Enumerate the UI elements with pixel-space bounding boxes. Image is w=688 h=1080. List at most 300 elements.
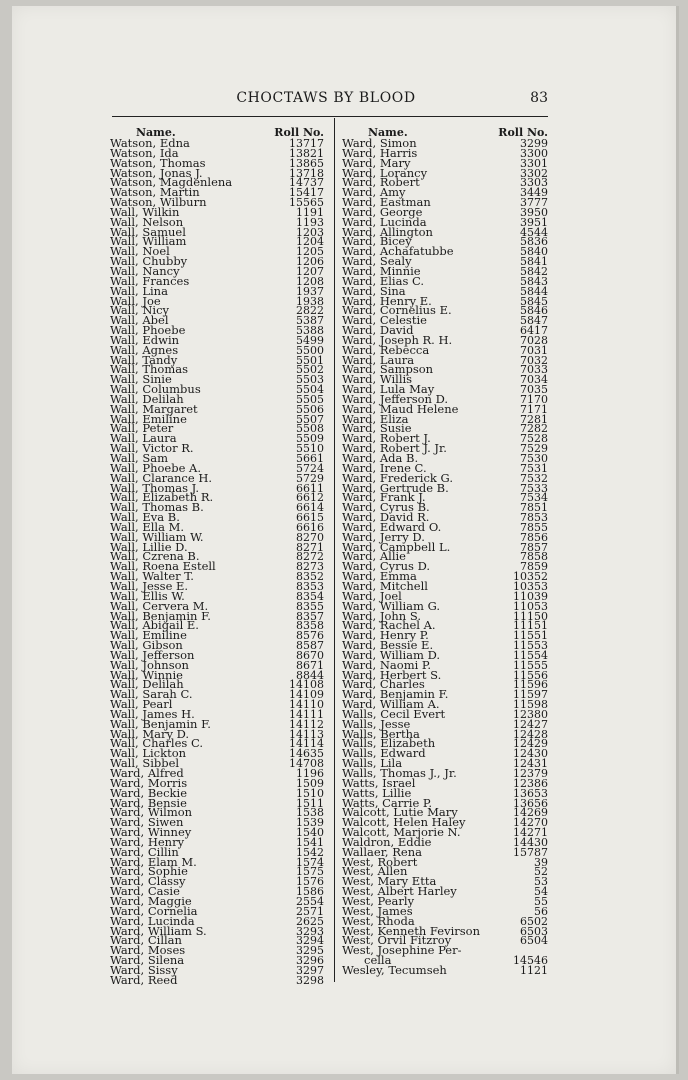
entry-name: Ward, Jerry D.: [342, 529, 425, 544]
entry-roll-number: 11556: [513, 668, 548, 682]
entry-name: Ward, Cyrus D.: [342, 559, 431, 574]
entry-roll-number: 6615: [296, 511, 324, 525]
entry-roll-number: 7032: [520, 353, 548, 367]
entry-roll-number: 5505: [296, 392, 324, 406]
entry-roll-number: 5510: [296, 442, 324, 456]
entry-name: Ward, Cyrus B.: [342, 500, 430, 515]
entry-name: Ward, Edward O.: [342, 519, 442, 534]
entry-roll-number: 56: [534, 904, 548, 918]
entry-name: Wall, Peter: [110, 421, 174, 436]
entry-name: West, Albert Harley: [342, 884, 457, 899]
entry-name: Ward, Sissy: [110, 962, 178, 977]
entry-name: Ward, Amy: [342, 185, 406, 200]
entry-roll-number: 7858: [520, 550, 548, 564]
entry-name: Ward, Wilmon: [110, 805, 193, 820]
entry-roll-number: 7028: [520, 333, 548, 347]
entry-name: West, James: [342, 903, 413, 918]
entry-roll-number: 6502: [520, 914, 548, 928]
header-rule: [112, 116, 548, 117]
entry-name: Wesley, Tecumseh: [342, 962, 447, 977]
entry-roll-number: 3777: [520, 196, 548, 210]
entry-name: West, Pearly: [342, 893, 415, 908]
entry-roll-number: 8354: [296, 589, 324, 603]
entry-name: Ward, Simon: [342, 136, 417, 150]
entry-roll-number: 5499: [296, 333, 324, 347]
entry-roll-number: 6417: [520, 324, 548, 338]
entry-name: Walls, Jesse: [342, 716, 411, 731]
entry-name: Wall, Benjamin F.: [110, 608, 211, 623]
entry-name: Ward, Celestie: [342, 313, 427, 328]
entry-roll-number: 8670: [296, 648, 324, 662]
entry-roll-number: 7531: [520, 461, 548, 475]
entry-name: West, Allen: [342, 864, 408, 879]
entry-roll-number: 14430: [513, 835, 548, 849]
entry-roll-number: 1204: [296, 235, 324, 249]
entry-roll-number: 8355: [296, 599, 324, 613]
entry-name: Wall, Johnson: [110, 657, 189, 672]
entry-name: Wall, Jefferson: [110, 647, 195, 662]
entry-roll-number: 3301: [520, 156, 548, 170]
entry-name: Wall, Thomas: [110, 362, 189, 377]
entry-name: Wallaer, Rena: [342, 844, 422, 859]
entry-roll-number: 5842: [520, 264, 548, 278]
entry-roll-number: 6614: [296, 501, 324, 515]
entry-roll-number: 7170: [520, 392, 548, 406]
left-column: [110, 126, 324, 986]
entry-name: Ward, Mitchell: [342, 578, 428, 593]
entry-roll-number: 12428: [513, 727, 548, 741]
entry-name: Ward, Lorancy: [342, 165, 428, 180]
entry-name: Wall, Nelson: [110, 214, 184, 229]
entry-roll-number: 1509: [296, 776, 324, 790]
entry-roll-number: 7034: [520, 373, 548, 387]
entry-roll-number: 13718: [289, 166, 324, 180]
entry-roll-number: 5500: [296, 343, 324, 357]
entry-roll-number: 1191: [296, 205, 324, 219]
entry-name: Wall, Tandy: [110, 352, 178, 367]
entry-roll-number: 5724: [296, 461, 324, 475]
entry-name: Waldron, Eddie: [342, 834, 432, 849]
entry-roll-number: 5509: [296, 432, 324, 446]
entry-name: Wall, Cervera M.: [110, 598, 209, 613]
entry-name: Walls, Elizabeth: [342, 736, 436, 751]
entry-roll-number: 8844: [296, 668, 324, 682]
entry-roll-number: 14109: [289, 688, 324, 702]
entry-name: Ward, Harris: [342, 145, 418, 160]
right-column: [342, 126, 548, 976]
entry-name: Wall, Thomas B.: [110, 500, 204, 515]
entry-roll-number: 53: [534, 875, 548, 889]
entry-name: Ward, Bensie: [110, 795, 187, 810]
entry-name: Ward, Jefferson D.: [342, 391, 449, 406]
entry-roll-number: 7031: [520, 343, 548, 357]
entry-name: Wall, Czrena B.: [110, 549, 200, 564]
entry-name: Ward, Sina: [342, 283, 406, 298]
entry-roll-number: 12427: [513, 717, 548, 731]
entry-name: Wall, Margaret: [110, 401, 198, 416]
entry-name: Ward, Frank J.: [342, 490, 426, 505]
entry-roll-number: 1193: [296, 215, 324, 229]
entry-name: Ward, Rachel A.: [342, 618, 436, 633]
entry-name: Watson, Martin: [110, 185, 200, 200]
entry-roll-number: 3302: [520, 166, 548, 180]
entry-name: Ward, Laura: [342, 352, 415, 367]
entry-roll-number: 5508: [296, 422, 324, 436]
entry-name: Ward, Lucinda: [342, 214, 427, 229]
entry-roll-number: 7855: [520, 520, 548, 534]
entry-roll-number: 7281: [520, 412, 548, 426]
entry-name: Ward, Minnie: [342, 263, 421, 278]
entry-roll-number: 3303: [520, 176, 548, 190]
entry-roll-number: 1574: [296, 855, 324, 869]
entry-roll-number: 14113: [289, 727, 324, 741]
entry-name: Walls, Thomas J., Jr.: [342, 766, 457, 780]
entry-name: Wall, Ella M.: [110, 519, 185, 534]
entry-roll-number: 1538: [296, 806, 324, 820]
entry-roll-number: 1196: [296, 767, 324, 780]
entry-roll-number: 5729: [296, 471, 324, 485]
entry-name: Wall, Charles C.: [110, 736, 203, 751]
entry-roll-number: 6616: [296, 520, 324, 534]
entry-roll-number: 3950: [520, 205, 548, 219]
entry-roll-number: 3298: [296, 973, 324, 987]
entry-name: Ward, Frederick G.: [342, 470, 453, 485]
entry-roll-number: 5840: [520, 245, 548, 259]
entry-roll-number: 5841: [520, 255, 548, 269]
entry-name: Wall, Lillie D.: [110, 539, 188, 554]
entry-roll-number: 13865: [289, 156, 324, 170]
entry-roll-number: 4544: [520, 225, 548, 239]
entry-roll-number: 7530: [520, 452, 548, 465]
entry-name: Walcott, Lutie Mary: [342, 805, 458, 820]
entry-name: Ward, Emma: [342, 569, 417, 584]
entry-roll-number: 1510: [296, 786, 324, 800]
entry-roll-number: 5387: [296, 314, 324, 328]
entry-name: Wall, Pearl: [110, 697, 173, 712]
entry-name: Watson, Magdenlena: [110, 175, 233, 190]
entry-roll-number: 6504: [520, 934, 548, 948]
entry-name: Wall, Lina: [110, 283, 168, 298]
entry-roll-number: 1542: [296, 845, 324, 859]
entry-roll-number: 7851: [520, 501, 548, 515]
entry-name: Ward, Henry E.: [342, 293, 432, 308]
entry-name: Watson, Thomas: [110, 155, 206, 170]
entry-roll-number: 11553: [513, 639, 548, 653]
entry-roll-number: 54: [534, 885, 548, 899]
entry-roll-number: 1511: [296, 796, 324, 810]
entry-name: Wall, Mary D.: [110, 726, 190, 741]
entry-name: Ward, Moses: [110, 943, 186, 958]
entry-roll-number: 12380: [513, 707, 548, 721]
entry-name: Ward, Allie: [342, 549, 406, 564]
entry-name: Wall, Emiline: [110, 628, 187, 643]
entry-name: Wall, Columbus: [110, 382, 201, 397]
entry-roll-number: 3297: [296, 963, 324, 977]
entry-name: Wall, Clarance H.: [110, 470, 213, 485]
entry-roll-number: 1576: [296, 875, 324, 889]
entry-name: Ward, Susie: [342, 421, 412, 436]
entry-name: Wall, Abel: [110, 313, 169, 328]
entry-roll-number: 11150: [513, 609, 548, 623]
entry-roll-number: 5507: [296, 412, 324, 426]
entry-roll-number: 5503: [296, 373, 324, 387]
entry-name: Ward, Bessie E.: [342, 638, 434, 653]
entry-roll-number: 5846: [520, 304, 548, 318]
entry-name: West, Mary Etta: [342, 874, 437, 889]
entry-name: Ward, Allington: [342, 224, 433, 239]
column-divider: [334, 118, 335, 982]
entry-name: Ward, Achafatubbe: [342, 244, 454, 259]
entry-name: Ward, Cornelius E.: [342, 303, 452, 318]
entry-roll-number: 5502: [296, 363, 324, 377]
entry-name: Wall, Delilah: [110, 391, 184, 406]
entry-roll-number: 12386: [513, 776, 548, 790]
entry-name: Ward, Willis: [342, 372, 413, 387]
entry-roll-number: 7035: [520, 383, 548, 397]
entry-name: Ward, Robert J.: [342, 431, 431, 446]
entry-roll-number: 7857: [520, 540, 548, 554]
entry-name: Wall, Winnie: [110, 667, 183, 682]
entry-name: Ward, Rebecca: [342, 342, 430, 357]
entry-name: Wall, Nicy: [110, 303, 170, 318]
entry-roll-number: 14108: [289, 678, 324, 692]
entry-roll-number: 14269: [513, 806, 548, 820]
entry-roll-number: 1586: [296, 885, 324, 899]
entry-roll-number: 8587: [296, 639, 324, 653]
entry-roll-number: 11554: [513, 648, 548, 662]
entry-name: Wall, Elizabeth R.: [110, 490, 214, 505]
entry-name: Watson, Jonas J.: [110, 165, 203, 180]
entry-roll-number: 1541: [296, 835, 324, 849]
entry-roll-number: 3449: [520, 186, 548, 200]
entry-name: Watson, Wilburn: [110, 195, 207, 210]
entry-name: cella: [364, 953, 392, 968]
entry-name: Ward, Sampson: [342, 362, 434, 377]
entry-name: Ward, Alfred: [110, 766, 184, 780]
entry-name: Ward, Benjamin F.: [342, 687, 449, 702]
entry-name: Ward, Winney: [110, 825, 192, 840]
entry-name: Wall, Roena Estell: [110, 559, 216, 574]
entry-name: Wall, William W.: [110, 529, 204, 544]
entry-roll-number: 1205: [296, 245, 324, 259]
entry-roll-number: 14270: [513, 816, 548, 830]
entry-roll-number: 2822: [296, 304, 324, 318]
entry-roll-number: 1575: [296, 865, 324, 879]
entry-roll-number: 11053: [513, 599, 548, 613]
entry-name: Wall, Frances: [110, 273, 190, 288]
entry-roll-number: 13653: [513, 786, 548, 800]
entry-roll-number: 8576: [296, 629, 324, 643]
entry-name: Ward, Elam M.: [110, 854, 197, 869]
entry-roll-number: 55: [534, 894, 548, 908]
entry-roll-number: 7529: [520, 442, 548, 456]
right-roll-list: [342, 136, 548, 977]
entry-name: Ward, Joseph R. H.: [342, 332, 453, 347]
entry-name: Wall, Sarah C.: [110, 687, 193, 702]
entry-roll-number: 7533: [520, 481, 548, 495]
entry-name: Wall, Nancy: [110, 263, 180, 278]
entry-roll-number: 3951: [520, 215, 548, 229]
entry-roll-number: 8272: [296, 550, 324, 564]
entry-name: Ward, Ada B.: [342, 451, 419, 465]
entry-name: Wall, Jesse E.: [110, 578, 189, 593]
entry-name: Ward, Sealy: [342, 254, 412, 269]
entry-roll-number: 5501: [296, 353, 324, 367]
entry-name: Walls, Bertha: [342, 726, 420, 741]
page-header: [112, 90, 548, 110]
entry-name: Ward, David: [342, 323, 414, 338]
entry-name: Watts, Carrie P.: [342, 795, 432, 810]
entry-name: Wall, Ellis W.: [110, 588, 185, 603]
entry-name: Ward, William S.: [110, 923, 207, 938]
roll-entry: [110, 972, 324, 987]
entry-roll-number: 8357: [296, 609, 324, 623]
entry-roll-number: 5843: [520, 274, 548, 288]
entry-roll-number: 7534: [520, 491, 548, 505]
entry-roll-number: 1203: [296, 225, 324, 239]
entry-name: Ward, Henry P.: [342, 628, 429, 643]
entry-name: West, Orvil Fitzroy: [342, 933, 452, 948]
entry-name: Wall, Samuel: [110, 224, 186, 239]
entry-roll-number: 11555: [513, 658, 548, 672]
name-column-heading: Name.: [136, 126, 176, 139]
entry-name: Ward, Eastman: [342, 195, 431, 210]
entry-roll-number: 8353: [296, 579, 324, 593]
entry-roll-number: 8270: [296, 530, 324, 544]
entry-roll-number: 52: [534, 865, 548, 879]
entry-name: Ward, Morris: [110, 775, 188, 790]
entry-name: West, Josephine Per-: [342, 943, 462, 958]
entry-name: Watts, Israel: [342, 775, 416, 790]
entry-name: Ward, Maud Helene: [342, 401, 459, 416]
entry-roll-number: 10353: [513, 579, 548, 593]
entry-roll-number: 13821: [289, 146, 324, 160]
entry-name: Ward, Charles: [342, 677, 425, 692]
entry-roll-number: 1121: [520, 963, 548, 977]
entry-roll-number: 3294: [296, 934, 324, 948]
entry-roll-number: 14112: [289, 717, 324, 731]
entry-name: Wall, Sibbel: [110, 756, 180, 771]
entry-roll-number: 8273: [296, 560, 324, 574]
entry-name: Ward, Cillin: [110, 844, 179, 859]
entry-roll-number: 7856: [520, 530, 548, 544]
entry-roll-number: 15787: [513, 845, 548, 859]
entry-roll-number: 7282: [520, 422, 548, 436]
entry-roll-number: 11596: [513, 678, 548, 692]
entry-roll-number: 2571: [296, 904, 324, 918]
entry-roll-number: 3295: [296, 944, 324, 958]
entry-roll-number: 7171: [520, 402, 548, 416]
entry-name: Ward, William A.: [342, 697, 440, 712]
entry-roll-number: 2625: [296, 914, 324, 928]
entry-roll-number: 14271: [513, 826, 548, 840]
entry-roll-number: 3299: [520, 137, 548, 150]
entry-name: Ward, Cillan: [110, 933, 182, 948]
entry-roll-number: 12429: [513, 737, 548, 751]
entry-roll-number: 5661: [296, 452, 324, 465]
roll-column-heading: Roll No.: [274, 126, 324, 139]
entry-roll-number: 2554: [296, 894, 324, 908]
entry-name: Wall, Phoebe A.: [110, 460, 202, 475]
entry-name: Ward, William D.: [342, 647, 441, 662]
entry-roll-number: 14546: [513, 954, 548, 968]
entry-name: Ward, Henry: [110, 834, 185, 849]
entry-roll-number: 12430: [513, 747, 548, 761]
entry-roll-number: 1206: [296, 255, 324, 269]
entry-name: Ward, Gertrude B.: [342, 480, 449, 495]
entry-name: Wall, Benjamin F.: [110, 716, 211, 731]
entry-roll-number: 15417: [289, 186, 324, 200]
entry-name: Ward, Silena: [110, 953, 185, 968]
entry-name: West, Kenneth Fevirson: [342, 923, 480, 938]
entry-roll-number: 8358: [296, 619, 324, 633]
entry-roll-number: 3293: [296, 924, 324, 938]
entry-roll-number: 3296: [296, 954, 324, 968]
entry-name: Walls, Lila: [342, 756, 403, 771]
entry-name: Wall, Sam: [110, 451, 168, 465]
left-roll-list: [110, 136, 324, 987]
entry-roll-number: 5506: [296, 402, 324, 416]
entry-roll-number: 14110: [289, 698, 324, 712]
entry-roll-number: 7033: [520, 363, 548, 377]
entry-roll-number: 5845: [520, 294, 548, 308]
entry-name: Ward, Irene C.: [342, 460, 427, 475]
entry-name: Ward, Mary: [342, 155, 411, 170]
entry-name: Ward, Classy: [110, 874, 186, 889]
entry-roll-number: 11551: [513, 629, 548, 643]
entry-roll-number: 13717: [289, 137, 324, 150]
entry-name: Wall, Joe: [110, 293, 161, 308]
entry-name: Wall, Emiline: [110, 411, 187, 426]
entry-roll-number: 5388: [296, 324, 324, 338]
entry-roll-number: 12379: [513, 767, 548, 780]
entry-name: Walcott, Marjorie N.: [342, 825, 461, 840]
entry-roll-number: 12431: [513, 757, 548, 771]
entry-roll-number: 5836: [520, 235, 548, 249]
entry-name: Ward, Herbert S.: [342, 667, 442, 682]
entry-roll-number: 14635: [289, 747, 324, 761]
entry-roll-number: 5504: [296, 383, 324, 397]
entry-name: Walls, Cecil Evert: [342, 706, 446, 721]
entry-name: Wall, Lickton: [110, 746, 187, 761]
entry-name: West, Rhoda: [342, 913, 415, 928]
entry-name: Wall, Eva B.: [110, 510, 180, 525]
entry-roll-number: 13656: [513, 796, 548, 810]
entry-name: Ward, Reed: [110, 972, 178, 987]
entry-name: Ward, George: [342, 204, 423, 219]
entry-name: Ward, Lula May: [342, 382, 435, 397]
entry-name: Walcott, Helen Haley: [342, 815, 466, 830]
entry-name: Wall, Walter T.: [110, 569, 194, 584]
entry-name: Ward, Elias C.: [342, 273, 425, 288]
entry-name: Wall, Chubby: [110, 254, 188, 269]
entry-name: Wall, Gibson: [110, 638, 183, 653]
entry-name: Ward, Siwen: [110, 815, 184, 830]
entry-name: Ward, Robert J. Jr.: [342, 441, 447, 456]
entry-name: Watts, Lillie: [342, 785, 412, 800]
entry-roll-number: 8671: [296, 658, 324, 672]
entry-roll-number: 14708: [289, 757, 324, 771]
entry-name: Wall, Edwin: [110, 332, 180, 347]
entry-name: Wall, James H.: [110, 706, 195, 721]
entry-name: Ward, John S.: [342, 608, 421, 623]
entry-roll-number: 7859: [520, 560, 548, 574]
entry-roll-number: 39: [534, 855, 548, 869]
name-column-heading: Name.: [368, 126, 408, 139]
entry-roll-number: 7853: [520, 511, 548, 525]
entry-roll-number: 5847: [520, 314, 548, 328]
entry-name: Ward, Campbell L.: [342, 539, 451, 554]
